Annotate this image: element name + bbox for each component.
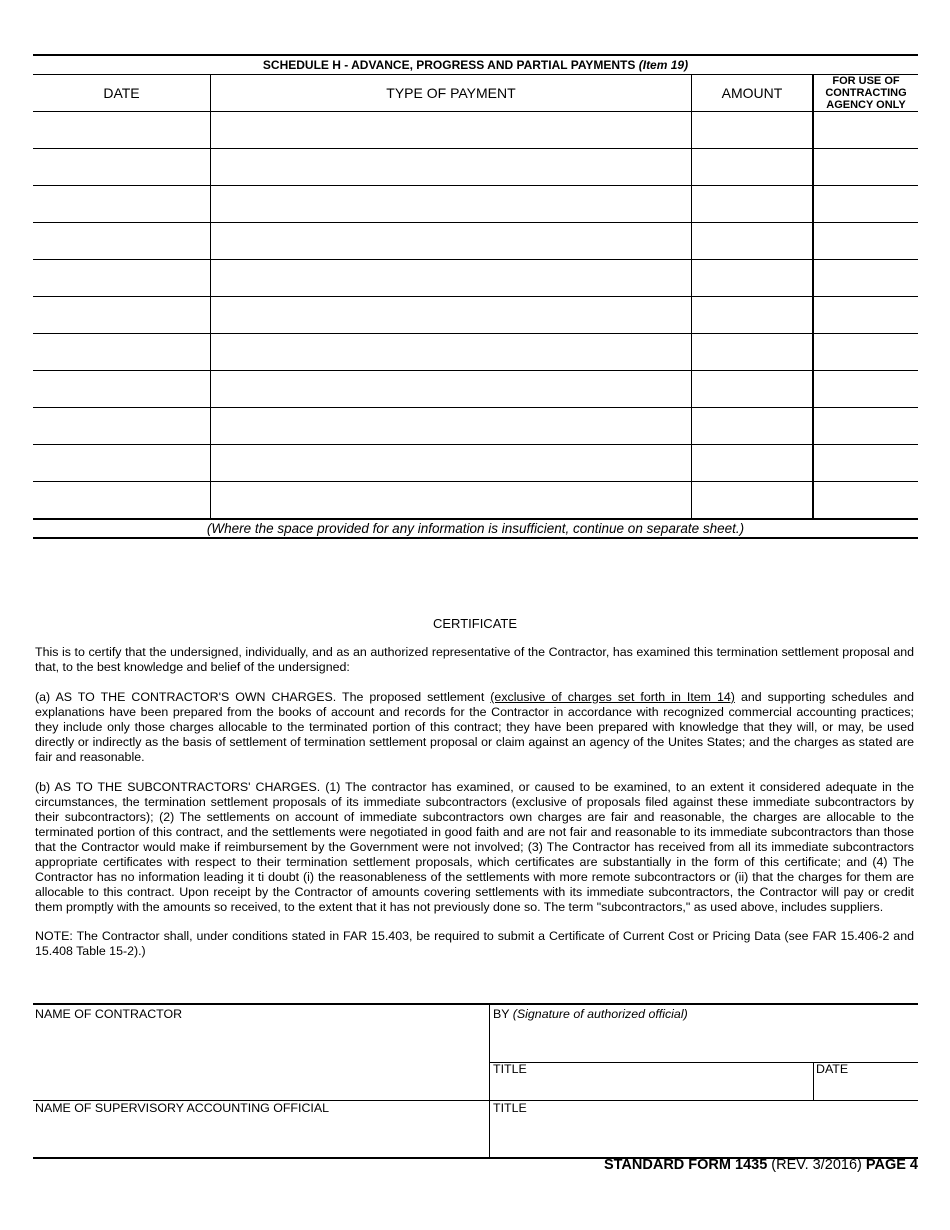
certificate-paragraph-a [35,690,914,765]
schedule-title-text: SCHEDULE H - ADVANCE, PROGRESS AND PARTIAL PAYMENTS [262,58,636,72]
agency-use-cell[interactable] [813,223,918,260]
amount-cell[interactable] [692,260,814,297]
title-label-2: TITLE [493,1101,527,1115]
amount-cell[interactable] [692,112,814,149]
date-cell[interactable] [33,371,211,408]
name-of-contractor-label: NAME OF CONTRACTOR [35,1007,183,1021]
paragraph-a-end: and supporting schedules and explanations have been prepared from the books of account and records for the Contractor in accordance with recognized commercial accounting practices; they include only those charges allocable to the terminated portion of this contract; they have been prepared with knowledge that they will, or may, be used directly or indirectly as the basis of settlement of termination settlement proposal or claim against an agency of the Unites States; and the charges as stated are fair and reasonable. [35,690,915,764]
date-cell[interactable] [33,223,211,260]
type-of-payment-cell[interactable] [211,260,692,297]
amount-cell[interactable] [692,297,814,334]
table-row [33,223,918,260]
schedule-title-ref: (Item 19) [638,58,689,72]
date-divider [813,1062,814,1100]
header-date: DATE [33,75,211,112]
table-row [33,408,918,445]
date-cell[interactable] [33,149,211,186]
certificate-heading: CERTIFICATE [432,616,518,631]
table-row [33,371,918,408]
type-of-payment-cell[interactable] [211,482,692,520]
amount-cell[interactable] [692,149,814,186]
amount-cell[interactable] [692,186,814,223]
supervisory-official-label: NAME OF SUPERVISORY ACCOUNTING OFFICIAL [35,1101,329,1115]
payments-table [33,75,918,520]
table-row [33,297,918,334]
agency-line-3: AGENCY ONLY [826,99,906,111]
header-agency-use [813,75,918,112]
agency-line-1: FOR USE OF [832,75,900,87]
schedule-title [33,54,918,75]
table-row [33,445,918,482]
agency-use-cell[interactable] [813,297,918,334]
page-number: PAGE 4 [865,1157,918,1173]
schedule-h [33,54,918,539]
date-cell[interactable] [33,334,211,371]
by-label: BY [493,1007,510,1021]
date-cell[interactable] [33,408,211,445]
date-cell[interactable] [33,482,211,520]
agency-use-cell[interactable] [813,334,918,371]
signature-field[interactable] [493,1007,688,1021]
type-of-payment-cell[interactable] [211,112,692,149]
amount-cell[interactable] [692,482,814,520]
type-of-payment-cell[interactable] [211,445,692,482]
type-of-payment-cell[interactable] [211,223,692,260]
agency-use-cell[interactable] [813,408,918,445]
date-cell[interactable] [33,186,211,223]
form-name: STANDARD FORM 1435 [603,1157,768,1173]
agency-line-2: CONTRACTING [825,87,907,99]
date-cell[interactable] [33,297,211,334]
by-hint: (Signature of authorized official) [512,1007,688,1021]
certificate-note: NOTE: The Contractor shall, under conditions stated in FAR 15.403, be required to submit a Certificate of Current Cost or Pricing Data (see FAR 15.406-2 and 15.408 Table 15-2).) [35,929,914,958]
paragraph-a-underlined: (exclusive of charges set forth in Item 14) [490,690,735,704]
schedule-footnote: (Where the space provided for any information is insufficient, continue on separate sheet.) [33,520,918,539]
type-of-payment-cell[interactable] [211,149,692,186]
amount-cell[interactable] [692,408,814,445]
form-revision: (REV. 3/2016) [771,1157,862,1173]
amount-cell[interactable] [692,223,814,260]
table-row [33,334,918,371]
date-cell[interactable] [33,260,211,297]
amount-cell[interactable] [692,371,814,408]
agency-use-cell[interactable] [813,445,918,482]
agency-use-cell[interactable] [813,260,918,297]
table-row [33,112,918,149]
table-row [33,482,918,520]
signature-divider [489,1005,490,1157]
type-of-payment-cell[interactable] [211,297,692,334]
header-type-of-payment: TYPE OF PAYMENT [211,75,692,112]
table-row [33,149,918,186]
type-of-payment-cell[interactable] [211,186,692,223]
title-label: TITLE [493,1062,527,1076]
agency-use-cell[interactable] [813,112,918,149]
amount-cell[interactable] [692,334,814,371]
type-of-payment-cell[interactable] [211,371,692,408]
agency-use-cell[interactable] [813,149,918,186]
signature-block [33,1003,918,1159]
agency-use-cell[interactable] [813,482,918,520]
title-row-line [489,1062,918,1063]
header-amount: AMOUNT [692,75,814,112]
table-row [33,260,918,297]
table-row [33,186,918,223]
paragraph-a-start: (a) AS TO THE CONTRACTOR'S OWN CHARGES. The proposed settlement [35,690,491,704]
type-of-payment-cell[interactable] [211,334,692,371]
date-cell[interactable] [33,445,211,482]
amount-cell[interactable] [692,445,814,482]
certificate-paragraph-b: (b) AS TO THE SUBCONTRACTORS' CHARGES. (1) The contractor has examined, or caused to be examined, to an extent it considered adequate in the circumstances, the termination settlement proposals of its immediate subcontractors (exclusive of proposals filed against these immediate subcontractors by their subcontractors); (2) The settlements on account of immediate subcontractors own charges are fair and reasonable, the charges are allocable to the terminated portion of this contract, and the settlements were negotiated in good faith and are not fair and reasonable to its immediate subcontractors than those that the Contractor would make if reimbursement by the Government were not involved; (3) The Contractor has received from all its immediate subcontractors appropriate certificates with respect to their termination settlement proposals, which certificates are substantially in the form of this certificate; and (4) The Contractor has no information leading it ti doubt (i) the reasonableness of the settlements with more remote subcontractors or (ii) that the charges for them are allocable to this contract. Upon receipt by the Contractor of amounts covering settlements with its immediate subcontractors, the Contractor will pay or credit them promptly with the amounts so received, to the extent that it has not previously done so. The term "subcontractors," as used above, includes suppliers. [35,780,914,914]
date-label: DATE [816,1062,849,1076]
date-cell[interactable] [33,112,211,149]
agency-use-cell[interactable] [813,186,918,223]
form-footer [604,1157,918,1173]
type-of-payment-cell[interactable] [211,408,692,445]
certificate-intro: This is to certify that the undersigned, individually, and as an authorized representative of the Contractor, has examined this termination settlement proposal and that, to the best knowledge and belief of the undersigned: [35,645,914,674]
agency-use-cell[interactable] [813,371,918,408]
